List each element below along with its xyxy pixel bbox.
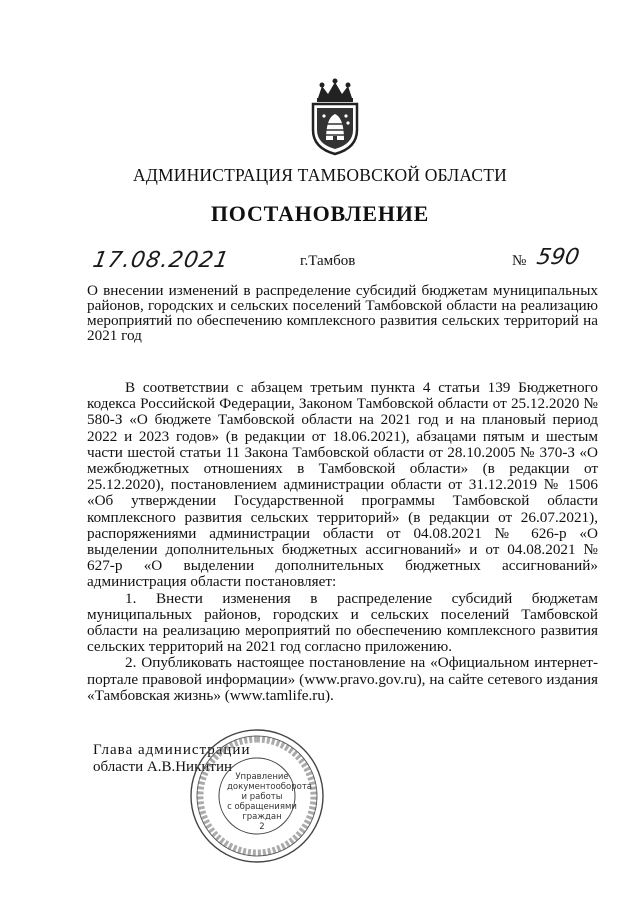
signature-title: Глава администрации bbox=[93, 742, 251, 758]
document-type: ПОСТАНОВЛЕНИЕ bbox=[210, 201, 430, 226]
seal-line: и работы bbox=[241, 792, 283, 802]
body-paragraph: 1. Внести изменения в распределение субсидий бюджетам муниципальных районов, городских и сельских поселений Тамбовской области на реализацию мероприятий по обеспечению комплексного развития сельских территорий на 2021 год согласно приложению. bbox=[87, 589, 598, 656]
organization-name: АДМИНИСТРАЦИЯ ТАМБОВСКОЙ ОБЛАСТИ bbox=[133, 165, 507, 185]
seal-line: документооборота bbox=[227, 782, 312, 792]
document-body bbox=[87, 380, 598, 704]
seal-line: с обращениями bbox=[227, 802, 297, 812]
seal-line: Управление bbox=[235, 772, 289, 782]
document-number: 590 bbox=[534, 245, 582, 270]
seal-line: 2 bbox=[259, 822, 265, 832]
body-paragraph: 2. Опубликовать настоящее постановление на «Официальном интернет-портале правовой информации» (www.pravo.gov.ru), на сайте сетевого издания «Тамбовская жизнь» (www.tamlife.ru). bbox=[87, 654, 598, 704]
body-paragraph: В соответствии с абзацем третьим пункта 4 статьи 139 Бюджетного кодекса Российской Федерации, Законом Тамбовской области от 25.12.2020 № 580-З «О бюджете Тамбовской области на 2021 год и на плановый период 2022 и 2023 годов» (в редакции от 18.06.2021), абзацами пятым и шестым части шестой статьи 11 Закона Тамбовской области от 28.10.2005 № 370-З «О межбюджетных отношениях в Тамбовской области» (в редакции от 25.12.2020), постановлением администрации области от 31.12.2019 № 1506 «Об утверждении Государственной программы Тамбовской области комплексного развития сельских территорий» (в редакции от 26.07.2021), распоряжениями администрации области от 04.08.2021 № 626-р «О выделении дополнительных бюджетных ассигнований» и от 04.08.2021 № 627-р «О выделении дополнительных бюджетных ассигнований» администрация области постановляет: bbox=[87, 379, 598, 591]
document-subject: О внесении изменений в распределение субсидий бюджетам муниципальных районов, городских и сельских поселений Тамбовской области на реализацию мероприятий по обеспечению комплексного развития сельских территорий на 2021 год bbox=[87, 282, 598, 344]
seal-center-text bbox=[227, 772, 312, 832]
signature-name: области А.В.Никитин bbox=[93, 759, 233, 775]
number-label: № bbox=[512, 253, 527, 269]
seal-line: граждан bbox=[242, 812, 282, 822]
coat-of-arms-icon bbox=[304, 78, 366, 156]
document-city: г.Тамбов bbox=[300, 253, 356, 269]
document-date: 17.08.2021 bbox=[90, 248, 232, 273]
